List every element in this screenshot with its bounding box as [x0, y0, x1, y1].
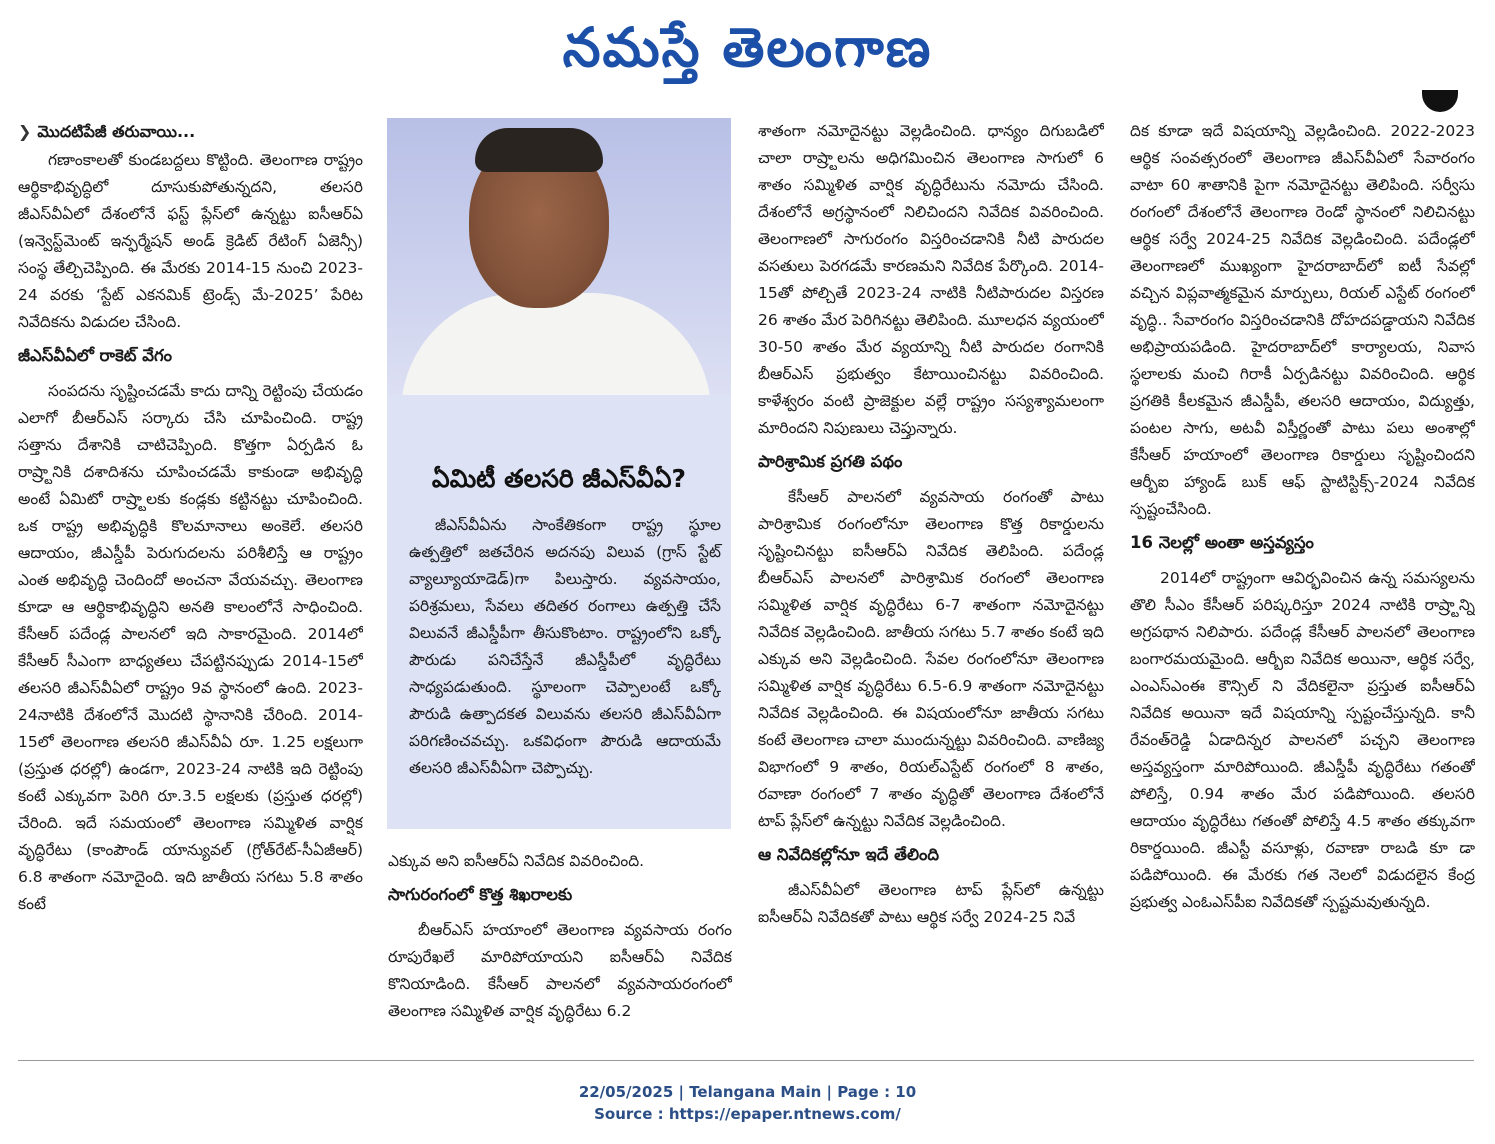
column-2-text [388, 848, 732, 1043]
paragraph: గణాంకాలతో కుండబద్దలు కొట్టింది. తెలంగాణ రాష్ట్రం ఆర్థికాభివృద్ధిలో దూసుకుపోతున్నదని, తలసరి జీఎస్‌వీఏలో దేశంలోనే ఫస్ట్ ప్లేస్‌లో ఉన్నట్టు ఐసీఆర్‌ఏ (ఇన్వెస్ట్‌మెంట్ ఇన్ఫర్మేషన్ అండ్ క్రెడిట్ రేటింగ్ ఏజెన్సీ) సంస్థ తేల్చిచెప్పింది. ఈ మేరకు 2014-15 నుంచి 2023-24 వరకు ‘స్టేట్ ఎకనమిక్ ట్రెండ్స్ మే-2025’ పేరిట నివేదికను విడుదల చేసింది. [18, 151, 363, 331]
chevron-right-icon: ❯ [18, 122, 32, 141]
section-heading: పారిశ్రామిక ప్రగతి పథం [758, 452, 903, 471]
masthead-logo: నమస్తే తెలంగాణ [562, 16, 933, 79]
photo-shirt [401, 293, 711, 395]
box-paragraph: జీఎస్‌వీఏను సాంకేతికంగా రాష్ట్ర స్థూల ఉత్పత్తిలో జతచేరిన అదనపు విలువ (గ్రాస్ స్టేట్ వ్యాల్యూయాడెడ్)గా పిలుస్తారు. వ్యవసాయం, పరిశ్రమలు, సేవలు తదితర రంగాలు ఉత్పత్తి చేసే విలువనే జీఎస్డీపీగా తీసుకొంటాం. రాష్ట్రంలోని ఒక్కో పౌరుడు పనిచేస్తేనే జీఎస్డీపీలో వృద్ధిరేటు సాధ్యపడుతుంది. స్థూలంగా చెప్పాలంటే ఒక్కో పౌరుడి ఉత్పాదకత విలువను తలసరి జీఎస్‌వీఏగా పరిగణించవచ్చు. ఒకవిధంగా పౌరుడి ఆదాయమే తలసరి జీఎస్‌వీఏగా చెప్పొచ్చు. [409, 516, 721, 777]
kicker-text: మొదటిపేజీ తరువాయి... [37, 122, 196, 141]
column-4 [1130, 118, 1475, 1043]
column-1 [18, 118, 363, 1043]
photo-hair [475, 128, 603, 172]
section-heading: 16 నెలల్లో అంతా అస్తవ్యస్తం [1130, 533, 1314, 552]
sidebar-box [387, 452, 731, 829]
corner-mark [1422, 90, 1458, 112]
paragraph: 2014లో రాష్ట్రంగా ఆవిర్భవించిన ఉన్న సమస్యలను తొలి సీఎం కేసీఆర్ పరిష్కరిస్తూ 2024 నాటికి రాష్ర్టాన్ని అగ్రపథాన నిలిపారు. పదేండ్ల కేసీఆర్ పాలనలో తెలంగాణ బంగారమయమైంది. ఆర్బీఐ నివేదిక అయినా, ఆర్థిక సర్వే, ఎంఎస్‌ఎంఈ కౌన్సిల్ ని వేదికలైనా ప్రస్తుత ఐసీఆర్‌ఏ నివేదిక అయినా ఇదే విషయాన్ని స్పష్టంచేస్తున్నది. కానీ రేవంత్‌రెడ్డి ఏడాదిన్నర పాలనలో పచ్చని తెలంగాణ అస్తవ్యస్తంగా మారిపోయింది. జీఎస్డీపీ వృద్ధిరేటు గతంతో పోలిస్తే, 0.94 శాతం మేర పడిపోయింది. తలసరి ఆదాయం వృద్ధిరేటు గతంతో పోలిస్తే 4.5 శాతం తక్కువగా రికార్డయింది. జీఎస్టీ వసూళ్లు, రవాణా రాబడి కూ డా పడిపోయింది. ఈ మేరకు గత నెలలో విడుదలైన కేంద్ర ప్రభుత్వ ఎంఓఎస్‌పీఐ నివేదికతో స్పష్టమవుతున్నది. [1130, 569, 1475, 911]
paragraph: బీఆర్‌ఎస్ హయాంలో తెలంగాణ వ్యవసాయ రంగం రూపురేఖలే మారిపోయాయని ఐసీఆర్‌ఏ నివేదిక కొనియాడింది. కేసీఆర్ పాలనలో వ్యవసాయరంగంలో తెలంగాణ సమ్మిళిత వార్షిక వృద్ధిరేటు 6.2 [388, 921, 732, 1020]
paragraph: శాతంగా నమోదైనట్టు వెల్లడించింది. ధాన్యం దిగుబడిలో చాలా రాష్ర్టాలను అధిగమించిన తెలంగాణ సాగులో 6 శాతం సమ్మిళిత వార్షిక వృద్ధిరేటును నమోదు చేసింది. దేశంలోనే అగ్రస్థానంలో నిలిచిందని నివేదిక వివరించింది. తెలంగాణలో సాగురంగం విస్తరించడానికి నీటి పారుదల వసతులు పెరగడమే కారణమని నివేదిక పేర్కొంది. 2014-15తో పోల్చితే 2023-24 నాటికి నీటిపారుదల విస్తరణ 26 శాతం మేర పెరిగినట్టు తెలిపింది. మూలధన వ్యయంలో 30-50 శాతం మేర వ్యయాన్ని నీటి పారుదల రంగానికి బీఆర్‌ఎస్ ప్రభుత్వం కేటాయించినట్టు వివరించింది. కాళేశ్వరం వంటి ప్రాజెక్టుల వల్లే రాష్ట్రం సస్యశ్యామలంగా మారిందని నిపుణులు చెప్తున్నారు. [758, 122, 1104, 437]
footer-divider [18, 1060, 1474, 1061]
paragraph: జీఎస్‌వీఏలో తెలంగాణ టాప్ ప్లేస్‌లో ఉన్నట్టు ఐసీఆర్‌ఏ నివేదికతో పాటు ఆర్థిక సర్వే 2024-25 నివే [758, 881, 1104, 926]
paragraph: సంపదను సృష్టించడమే కాదు దాన్ని రెట్టింపు చేయడం ఎలాగో బీఆర్‌ఎస్ సర్కారు చేసి చూపించింది. రాష్ట్ర సత్తాను దేశానికి చాటిచెప్పింది. కొత్తగా ఏర్పడిన ఓ రాష్ర్టానికి దశాదిశను చూపించడమే కాకుండా అభివృద్ధి అంటే ఏమిటో రాష్ర్టాలకు కండ్లకు కట్టినట్టు చూపించింది. ఒక రాష్ట్ర అభివృద్ధికి కొలమానాలు అంకెలే. తలసరి ఆదాయం, జీఎస్డీపీ పెరుగుదలను పరిశీలిస్తే ఆ రాష్ట్రం ఎంత అభివృద్ధి చెందిందో అంచనా వేయవచ్చు. తెలంగాణ కూడా ఆ ఆర్థికాభివృద్ధిని అనతి కాలంలోనే సాధించింది. కేసీఆర్ పదేండ్ల పాలనలో ఇది సాకారమైంది. 2014లో కేసీఆర్ సీఎంగా బాధ్యతలు చేపట్టినప్పుడు 2014-15లో తలసరి జీఎస్‌వీఏలో రాష్ట్రం 9వ స్థానంలో ఉంది. 2023-24నాటికి దేశంలోనే మొదటి స్థానానికి చేరింది. 2014-15లో తెలంగాణ తలసరి జీఎస్‌వీఏ రూ. 1.25 లక్షలుగా (ప్రస్తుత ధరల్లో) ఉండగా, 2023-24 నాటికి ఇది రెట్టింపు కంటే ఎక్కువగా పెరిగి రూ.3.5 లక్షలకు (ప్రస్తుత ధరల్లో) చేరింది. ఇదే సమయంలో తెలంగాణ సమ్మిళిత వార్షిక వృద్ధిరేటు (కాంపౌండ్ యాన్యువల్ (గ్రోత్‌రేట్-సీఏజీఆర్) 6.8 శాతంగా నమోదైంది. ఇది జాతీయ సగటు 5.8 శాతం కంటే [18, 382, 363, 913]
paragraph: కేసీఆర్ పాలనలో వ్యవసాయ రంగంతో పాటు పారిశ్రామిక రంగంలోనూ తెలంగాణ కొత్త రికార్డులను సృష్టించినట్టు ఐసీఆర్‌ఏ నివేదిక తెలిపింది. పదేండ్ల బీఆర్‌ఎస్ పాలనలో పారిశ్రామిక రంగంలో తెలంగాణ సమ్మిళిత వార్షిక వృద్ధిరేటు 6-7 శాతంగా నమోదైనట్టు నివేదిక వెల్లడించింది. జాతీయ సగటు 5.7 శాతం కంటే ఇది ఎక్కువ అని వెల్లడించింది. సేవల రంగంలోనూ తెలంగాణ సమ్మిళిత వార్షిక వృద్ధిరేటు 6.5-6.9 శాతంగా నమోదైనట్టు నివేదిక వెల్లడించింది. ఈ విషయంలోనూ జాతీయ సగటు కంటే తెలంగాణ చాలా ముందున్నట్టు వివరించింది. వాణిజ్య విభాగంలో 9 శాతం, రియల్‌ఎస్టేట్ రంగంలో 8 శాతం, రవాణా రంగంలో 7 శాతం వృద్ధితో తెలంగాణ దేశంలోనే టాప్ ప్లేస్‌లో ఉన్నట్టు నివేదిక వెల్లడించింది. [758, 488, 1104, 830]
box-band [387, 395, 731, 452]
footer-edition-info: 22/05/2025 | Telangana Main | Page : 10 [578, 1083, 917, 1101]
column-3 [758, 118, 1104, 1043]
box-body [409, 512, 721, 782]
portrait-photo [387, 118, 731, 395]
section-heading: జీఎస్‌వీఏలో రాకెట్ వేగం [18, 346, 172, 365]
footer-source-link[interactable]: Source : https://epaper.ntnews.com/ [594, 1105, 901, 1123]
continuation-kicker [18, 118, 363, 145]
section-heading: ఆ నివేదికల్లోనూ ఇదే తేలింది [758, 845, 939, 864]
paragraph: దిక కూడా ఇదే విషయాన్ని వెల్లడించింది. 2022-2023 ఆర్థిక సంవత్సరంలో తెలంగాణ జీఎస్‌వీఏలో సేవారంగం వాటా 60 శాతానికి పైగా నమోదైనట్టు తెలిపింది. సర్వీసు రంగంలో దేశంలోనే తెలంగాణ రెండో స్థానంలో నిలిచినట్టు ఆర్థిక సర్వే 2024-25 నివేదిక వెల్లడించింది. పదేండ్లలో తెలంగాణలో ముఖ్యంగా హైదరాబాద్‌లో ఐటీ సేవల్లో వచ్చిన విప్లవాత్మకమైన మార్పులు, రియల్ ఎస్టేట్ రంగంలో వృద్ధి.. సేవారంగం విస్తరించడానికి దోహదపడ్డాయని నివేదిక అభిప్రాయపడింది. హైదరాబాద్‌లో కార్యాలయ, నివాస స్థలాలకు మంచి గిరాకీ ఏర్పడినట్టు వివరించింది. ఆర్థిక ప్రగతికి కీలకమైన జీఎస్డీపీ, తలసరి ఆదాయం, విద్యుత్తు, పంటల సాగు, అటవీ విస్తీర్ణంతో పాటు పలు అంశాల్లో కేసీఆర్ హయాంలో తెలంగాణ రికార్డులు సృష్టించిందని ఆర్బీఐ హ్యాండ్ బుక్ ఆఫ్ స్టాటిస్టిక్స్-2024 నివేదిక స్పష్టంచేసింది. [1130, 122, 1475, 518]
paragraph: ఎక్కువ అని ఐసీఆర్‌ఏ నివేదిక వివరించింది. [388, 852, 645, 870]
section-heading: సాగురంగంలో కొత్త శిఖరాలకు [388, 885, 573, 904]
box-title: ఏమిటీ తలసరి జీఎస్‌వీఏ? [431, 464, 687, 493]
